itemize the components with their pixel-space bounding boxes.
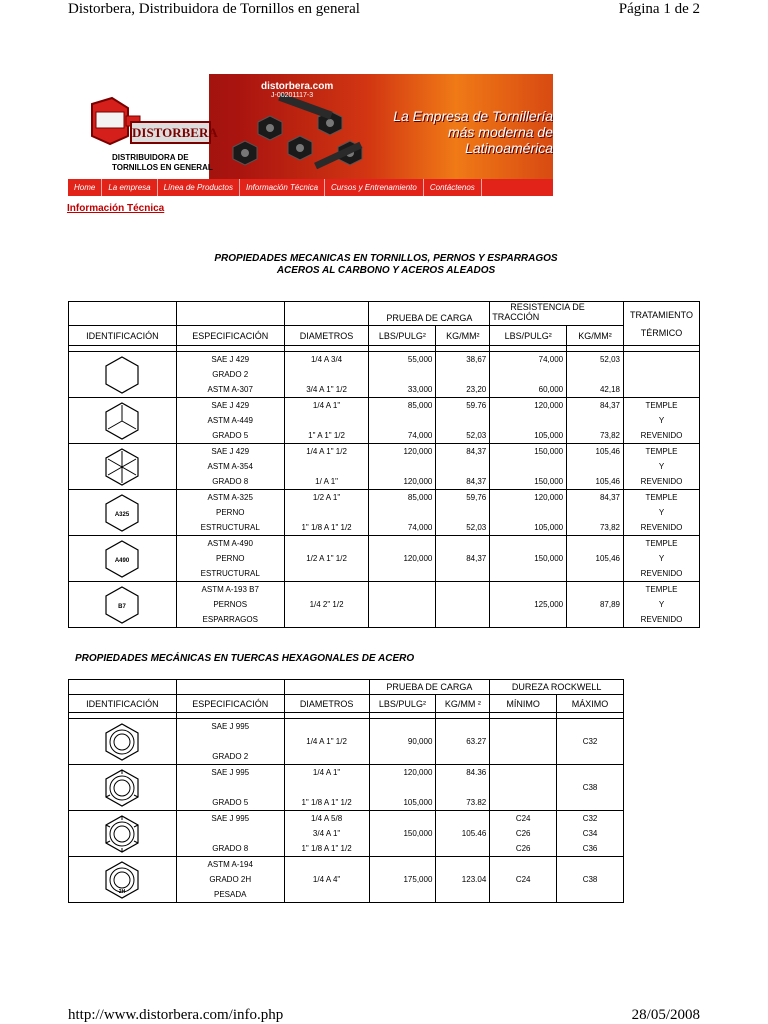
spec-cell: SAE J 429 ASTM A-354 GRADO 8 [176, 444, 284, 490]
banner-url: distorbera.com [261, 81, 334, 92]
proof-kg-cell: 63.27 [436, 719, 490, 765]
proof-kg-cell [436, 582, 490, 628]
table-row [69, 582, 700, 628]
tensile-kg-cell: 52,03 42,18 [567, 352, 624, 398]
treatment-cell: TEMPLE Y REVENIDO [623, 582, 699, 628]
nav-la-empresa[interactable]: La empresa [102, 179, 157, 196]
proof-kg-cell: 38,67 23,20 [436, 352, 490, 398]
spec-cell: ASTM A-193 B7 PERNOS ESPARRAGOS [176, 582, 284, 628]
tensile-lbs-cell: 150,000 [490, 536, 567, 582]
th2-especificacion: ESPECIFICACIÓN [176, 695, 284, 713]
table-row [69, 490, 700, 536]
th-dia-blank [284, 302, 369, 326]
th2-dia-blank [284, 680, 369, 695]
table2-title: PROPIEDADES MECÁNICAS EN TUERCAS HEXAGONALES DE ACERO [75, 653, 415, 664]
treatment-cell: TEMPLE Y REVENIDO [623, 398, 699, 444]
proof-lbs-cell: 90,000 [369, 719, 436, 765]
th-especificacion: ESPECIFICACIÓN [176, 326, 284, 346]
tensile-kg-cell: 87,89 [567, 582, 624, 628]
tensile-kg-cell: 84,37 73,82 [567, 398, 624, 444]
logo-subtitle: DISTRIBUIDORA DE TORNILLOS EN GENERAL [112, 153, 213, 172]
table1-title: PROPIEDADES MECANICAS EN TORNILLOS, PERNOS Y ESPARRAGOS ACEROS AL CARBONO Y ACEROS ALEADOS [214, 253, 558, 276]
diameter-cell: 1/4 A 1" 1/2 1/ A 1" [284, 444, 369, 490]
diameter-cell: 1/4 A 4" [284, 857, 369, 903]
proof-lbs-cell: 120,000 [369, 536, 436, 582]
treatment-cell: TEMPLE Y REVENIDO [623, 490, 699, 536]
proof-kg-cell: 59.76 52,03 [436, 398, 490, 444]
th-kg2: KG/MM² [567, 326, 624, 346]
tensile-lbs-cell: 120,000 105,000 [490, 398, 567, 444]
svg-text:B7: B7 [118, 603, 127, 610]
table-row [69, 536, 700, 582]
footer-url: http://www.distorbera.com/info.php [68, 1007, 284, 1023]
proof-kg-cell: 105.46 [436, 811, 490, 857]
table-row [69, 765, 624, 811]
hardness-max-cell: C38 [557, 765, 624, 811]
site-banner [68, 74, 553, 196]
proof-kg-cell: 84,37 [436, 536, 490, 582]
th2-minimo: MÍNIMO [490, 695, 557, 713]
diameter-cell: 1/4 A 5/8 3/4 A 1" 1" 1/8 A 1" 1/2 [284, 811, 369, 857]
th-lbs: LBS/PULG² [369, 326, 436, 346]
th2-maximo: MÁXIMO [557, 695, 624, 713]
spec-cell: SAE J 995 GRADO 8 [176, 811, 284, 857]
bolt-head-icon [69, 352, 177, 398]
table-row [69, 857, 624, 903]
diameter-cell: 1/2 A 1" 1" 1/8 A 1" 1/2 [284, 490, 369, 536]
proof-kg-cell: 84.36 73.82 [436, 765, 490, 811]
info-tecnica-link[interactable]: Información Técnica [67, 203, 165, 214]
nav-linea-productos[interactable]: Línea de Productos [158, 179, 240, 196]
proof-lbs-cell: 120,000 120,000 [369, 444, 436, 490]
th-resistencia: RESISTENCIA DE TRACCIÓN [490, 302, 624, 326]
th2-identificacion: IDENTIFICACIÓN [69, 695, 177, 713]
th2-kg: KG/MM ² [436, 695, 490, 713]
proof-lbs-cell: 120,000 105,000 [369, 765, 436, 811]
table-row [69, 398, 700, 444]
spec-cell: ASTM A-325 PERNO ESTRUCTURAL [176, 490, 284, 536]
bolt-head-icon [69, 582, 177, 628]
th2-diametros: DIAMETROS [284, 695, 369, 713]
table-row [69, 719, 624, 765]
bolt-head-icon [69, 444, 177, 490]
proof-kg-cell: 84,37 84,37 [436, 444, 490, 490]
hardness-min-cell [490, 765, 557, 811]
spec-cell: ASTM A-194 GRADO 2H PESADA [176, 857, 284, 903]
th2-dureza: DUREZA ROCKWELL [490, 680, 624, 695]
table-row [69, 811, 624, 857]
tensile-kg-cell: 105,46 [567, 536, 624, 582]
th-diametros: DIAMETROS [284, 326, 369, 346]
proof-lbs-cell: 150,000 [369, 811, 436, 857]
spec-cell: SAE J 429 ASTM A-449 GRADO 5 [176, 398, 284, 444]
hardness-min-cell: C24 C26 C26 [490, 811, 557, 857]
spec-cell: SAE J 429 GRADO 2 ASTM A-307 [176, 352, 284, 398]
hardness-max-cell: C32 C34 C36 [557, 811, 624, 857]
tensile-kg-cell: 105,46 105,46 [567, 444, 624, 490]
bolt-head-icon [69, 398, 177, 444]
banner-slogan: La Empresa de Tornillería más moderna de Latinoamérica [393, 108, 553, 156]
nut-icon [69, 719, 177, 765]
diameter-cell: 1/2 A 1" 1/2 [284, 536, 369, 582]
footer-date: 28/05/2008 [631, 1007, 700, 1023]
th-kg: KG/MM² [436, 326, 490, 346]
bolts-properties-table [68, 301, 700, 628]
tensile-lbs-cell: 125,000 [490, 582, 567, 628]
spec-cell: SAE J 995 GRADO 2 [176, 719, 284, 765]
th2-lbs: LBS/PULG² [369, 695, 436, 713]
nav-informacion-tecnica[interactable]: Información Técnica [240, 179, 325, 196]
spec-cell: SAE J 995 GRADO 5 [176, 765, 284, 811]
hardness-max-cell: C38 [557, 857, 624, 903]
nut-icon [69, 811, 177, 857]
proof-lbs-cell: 85,000 74,000 [369, 490, 436, 536]
th2-esp-blank [176, 680, 284, 695]
bolt-head-icon [69, 536, 177, 582]
tensile-lbs-cell: 74,000 60,000 [490, 352, 567, 398]
table-row [69, 444, 700, 490]
page-header-title: Distorbera, Distribuidora de Tornillos en general [68, 1, 360, 17]
diameter-cell: 1/4 A 1" 1" 1/8 A 1" 1/2 [284, 765, 369, 811]
nav-cursos[interactable]: Cursos y Entrenamiento [325, 179, 424, 196]
nav-bar [68, 179, 553, 196]
page-number: Página 1 de 2 [618, 1, 700, 17]
svg-text:2H: 2H [119, 888, 126, 895]
proof-lbs-cell: 55,000 33,000 [369, 352, 436, 398]
bolts-image [218, 92, 398, 177]
logo-name: DISTORBERA [130, 121, 211, 144]
spec-cell: ASTM A-490 PERNO ESTRUCTURAL [176, 536, 284, 582]
treatment-cell [623, 352, 699, 398]
hardness-min-cell: C24 [490, 857, 557, 903]
th-identificacion: IDENTIFICACIÓN [69, 326, 177, 346]
th2-id-blank [69, 680, 177, 695]
treatment-cell: TEMPLE Y REVENIDO [623, 536, 699, 582]
th-esp-blank [176, 302, 284, 326]
proof-lbs-cell [369, 582, 436, 628]
proof-lbs-cell: 85,000 74,000 [369, 398, 436, 444]
diameter-cell: 1/4 A 3/4 3/4 A 1" 1/2 [284, 352, 369, 398]
bolt-head-icon [69, 490, 177, 536]
th-prueba-carga: PRUEBA DE CARGA [369, 302, 490, 326]
nut-icon [69, 857, 177, 903]
th2-prueba-carga: PRUEBA DE CARGA [369, 680, 490, 695]
nut-icon [69, 765, 177, 811]
diameter-cell: 1/4 A 1" 1/2 [284, 719, 369, 765]
nuts-properties-table [68, 679, 624, 903]
diameter-cell: 1/4 2" 1/2 [284, 582, 369, 628]
diameter-cell: 1/4 A 1" 1" A 1" 1/2 [284, 398, 369, 444]
svg-text:A490: A490 [115, 557, 130, 564]
banner-rif: J-00201117-3 [271, 92, 314, 99]
tensile-lbs-cell: 150,000 150,000 [490, 444, 567, 490]
nav-home[interactable]: Home [68, 179, 102, 196]
table-row [69, 352, 700, 398]
nav-contactenos[interactable]: Contáctenos [424, 179, 482, 196]
hardness-max-cell: C32 [557, 719, 624, 765]
th-lbs2: LBS/PULG² [490, 326, 567, 346]
proof-kg-cell: 59,76 52,03 [436, 490, 490, 536]
treatment-cell: TEMPLE Y REVENIDO [623, 444, 699, 490]
proof-lbs-cell: 175,000 [369, 857, 436, 903]
th-id-blank [69, 302, 177, 326]
hardness-min-cell [490, 719, 557, 765]
proof-kg-cell: 123.04 [436, 857, 490, 903]
tensile-lbs-cell: 120,000 105,000 [490, 490, 567, 536]
th-tratamiento: TRATAMIENTO TÉRMICO [623, 302, 699, 346]
tensile-kg-cell: 84,37 73,82 [567, 490, 624, 536]
svg-text:A325: A325 [115, 511, 130, 518]
